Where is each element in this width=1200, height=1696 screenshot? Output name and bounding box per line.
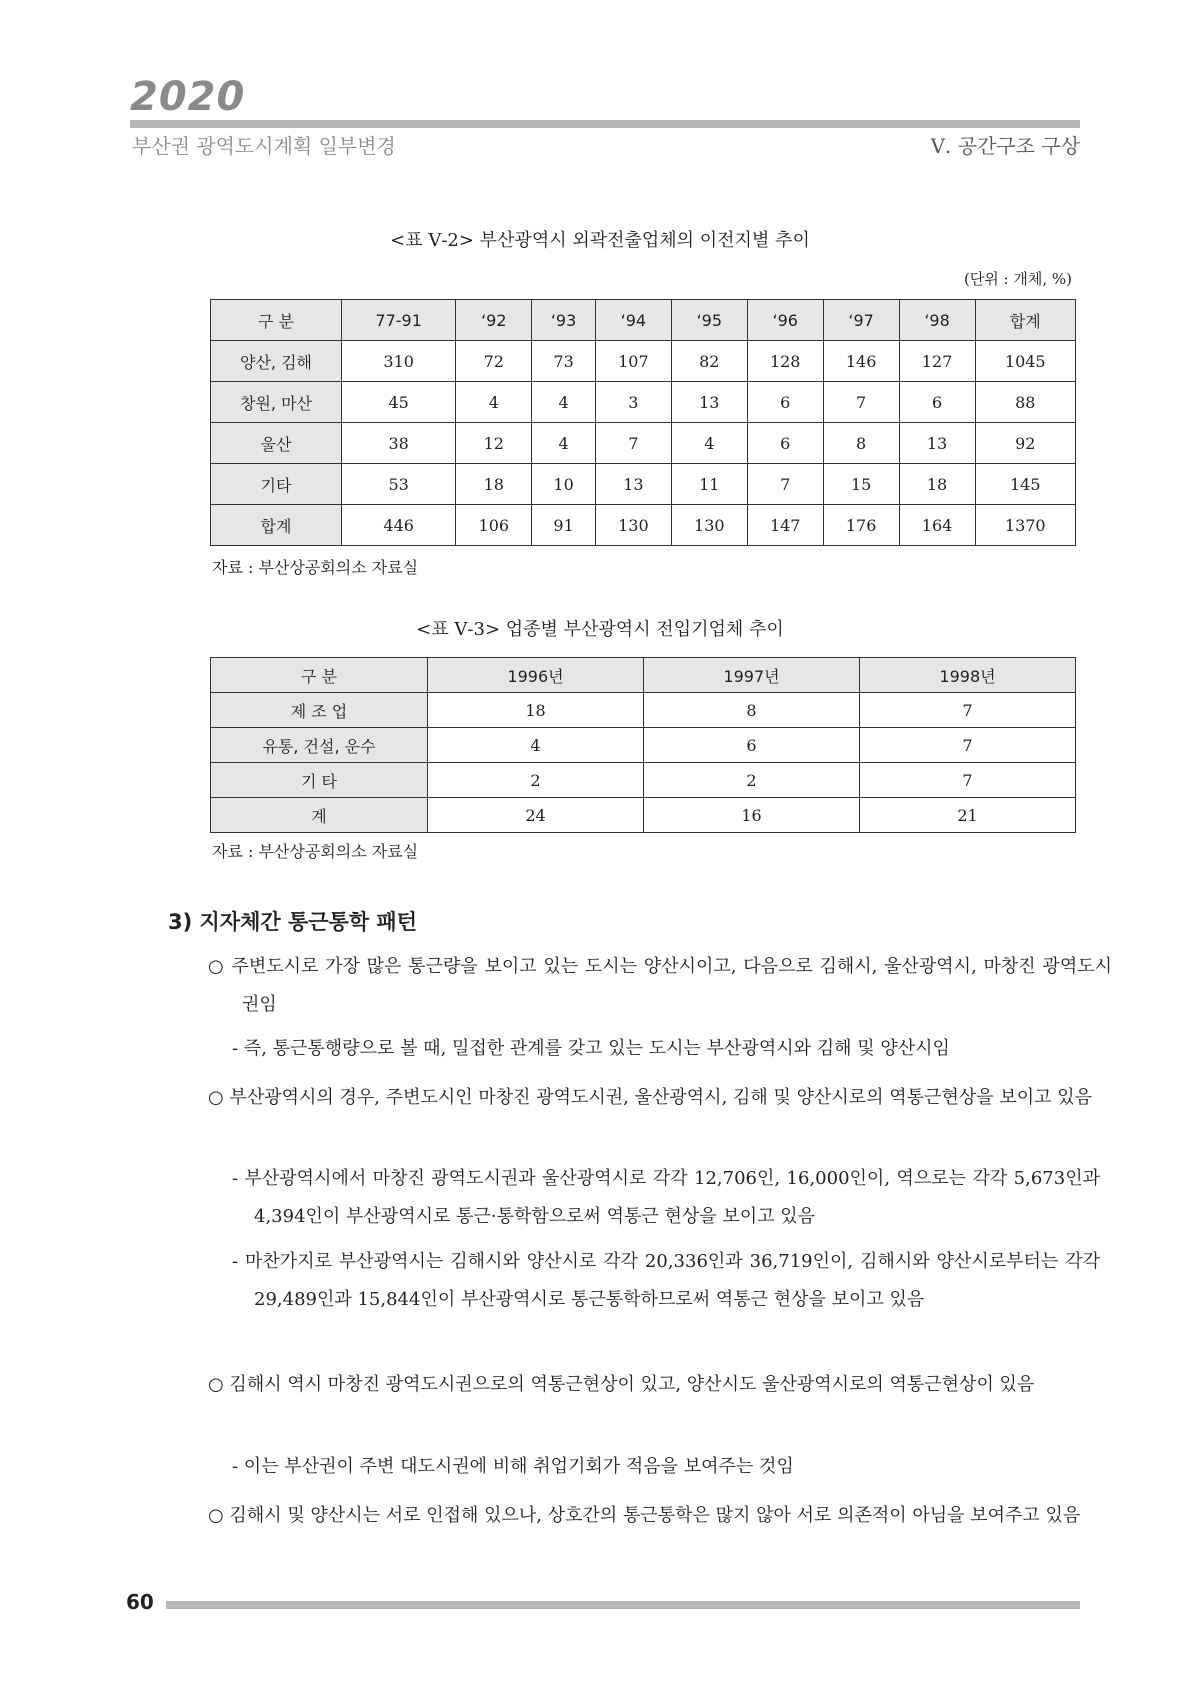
table-cell: 13	[899, 423, 975, 464]
table-cell: 176	[823, 505, 899, 546]
bullet-paragraph: ○ 부산광역시의 경우, 주변도시인 마창진 광역도시권, 울산광역시, 김해 및 양산시로의 역통근현상을 보이고 있음	[208, 1087, 1092, 1108]
table-header-cell: ‘93	[532, 300, 596, 341]
table-cell: 18	[428, 693, 644, 728]
bullet-paragraph: ○ 김해시 및 양산시는 서로 인접해 있으나, 상호간의 통근통학은 많지 않아 서로 의존적이 아님을 보여주고 있음	[208, 1505, 1081, 1526]
table-row	[211, 464, 1076, 505]
row-label: 창원, 마산	[211, 382, 342, 423]
table-header-cell: ‘94	[595, 300, 671, 341]
table-cell: 15	[823, 464, 899, 505]
table-header-row	[211, 658, 1076, 693]
header-year: 2020	[130, 74, 246, 120]
table-header-cell: 1996년	[428, 658, 644, 693]
row-label: 기타	[211, 464, 342, 505]
table-cell: 130	[595, 505, 671, 546]
row-label: 제 조 업	[211, 693, 428, 728]
section-heading: 3) 지자체간 통근통학 패턴	[168, 910, 418, 934]
table1-source: 자료 : 부산상공회의소 자료실	[212, 558, 419, 577]
table-cell: 8	[644, 693, 860, 728]
dash-paragraph: - 부산광역시에서 마창진 광역도시권과 울산광역시로 각각 12,706인, 16,000인이, 역으로는 각각 5,673인과 4,394인이 부산광역시로 통근·통학함으로써 역통근 현상을 보이고 있음	[232, 1168, 1100, 1227]
table2-caption: <표 Ⅴ-3> 업종별 부산광역시 전입기업체 추이	[416, 619, 784, 640]
bullet-paragraph: ○ 주변도시로 가장 많은 통근량을 보이고 있는 도시는 양산시이고, 다음으로 김해시, 울산광역시, 마창진 광역도시권임	[208, 956, 1112, 1015]
table-cell: 7	[595, 423, 671, 464]
table-cell: 13	[671, 382, 747, 423]
table-cell: 146	[823, 341, 899, 382]
table-cell: 18	[899, 464, 975, 505]
dash-paragraph: - 마찬가지로 부산광역시는 김해시와 양산시로 각각 20,336인과 36,719인이, 김해시와 양산시로부터는 각각 29,489인과 15,844인이 부산광역시로 통근통학하므로써 역통근 현상을 보이고 있음	[232, 1251, 1100, 1310]
row-label: 양산, 김해	[211, 341, 342, 382]
table-cell: 6	[747, 382, 823, 423]
table-cell: 4	[456, 382, 532, 423]
table-row	[211, 693, 1076, 728]
table-cell: 2	[428, 763, 644, 798]
table-row	[211, 728, 1076, 763]
relocation-table	[210, 299, 1076, 546]
header-rule	[130, 120, 1080, 128]
table-cell: 7	[860, 763, 1076, 798]
table-cell: 107	[595, 341, 671, 382]
table-cell: 73	[532, 341, 596, 382]
table-cell: 13	[595, 464, 671, 505]
dash-paragraph: - 이는 부산권이 주변 대도시권에 비해 취업기회가 적음을 보여주는 것임	[232, 1456, 794, 1477]
table-cell: 7	[823, 382, 899, 423]
table-cell: 82	[671, 341, 747, 382]
table1-caption: <표 Ⅴ-2> 부산광역시 외곽전출업체의 이전지별 추이	[390, 230, 810, 251]
table-cell: 7	[860, 693, 1076, 728]
table-cell: 1045	[975, 341, 1075, 382]
footer-rule	[166, 1601, 1080, 1609]
table-header-cell: 구 분	[211, 658, 428, 693]
table-cell: 21	[860, 798, 1076, 833]
table-header-cell: 구 분	[211, 300, 342, 341]
table-cell: 92	[975, 423, 1075, 464]
table1-unit: (단위 : 개체, %)	[963, 270, 1072, 288]
row-label: 기 타	[211, 763, 428, 798]
table-cell: 10	[532, 464, 596, 505]
table2-source: 자료 : 부산상공회의소 자료실	[212, 842, 419, 861]
table-cell: 128	[747, 341, 823, 382]
table-cell: 91	[532, 505, 596, 546]
table-cell: 127	[899, 341, 975, 382]
table-cell: 6	[644, 728, 860, 763]
table-row	[211, 505, 1076, 546]
row-label: 합계	[211, 505, 342, 546]
table-row	[211, 341, 1076, 382]
table-cell: 7	[747, 464, 823, 505]
table-cell: 3	[595, 382, 671, 423]
table-cell: 18	[456, 464, 532, 505]
table-cell: 88	[975, 382, 1075, 423]
table-cell: 24	[428, 798, 644, 833]
table-row	[211, 382, 1076, 423]
table-cell: 147	[747, 505, 823, 546]
table-cell: 4	[671, 423, 747, 464]
table-cell: 4	[532, 423, 596, 464]
page-number: 60	[126, 1590, 154, 1614]
table-cell: 7	[860, 728, 1076, 763]
table-cell: 446	[342, 505, 456, 546]
bullet-paragraph: ○ 김해시 역시 마창진 광역도시권으로의 역통근현상이 있고, 양산시도 울산광역시로의 역통근현상이 있음	[208, 1374, 1035, 1395]
table-cell: 145	[975, 464, 1075, 505]
table-header-cell: 77-91	[342, 300, 456, 341]
table-row	[211, 798, 1076, 833]
table-cell: 164	[899, 505, 975, 546]
table-cell: 38	[342, 423, 456, 464]
table-header-row	[211, 300, 1076, 341]
table-header-cell: ‘96	[747, 300, 823, 341]
table-cell: 12	[456, 423, 532, 464]
table-cell: 16	[644, 798, 860, 833]
section-title: Ⅴ. 공간구조 구상	[930, 134, 1080, 158]
dash-paragraph: - 즉, 통근통행량으로 볼 때, 밀접한 관계를 갖고 있는 도시는 부산광역시와 김해 및 양산시임	[232, 1038, 950, 1059]
table-header-cell: ‘97	[823, 300, 899, 341]
table-cell: 4	[532, 382, 596, 423]
industry-table	[210, 657, 1076, 833]
table-cell: 6	[899, 382, 975, 423]
table-header-cell: ‘98	[899, 300, 975, 341]
table-row	[211, 763, 1076, 798]
table-cell: 1370	[975, 505, 1075, 546]
table-cell: 11	[671, 464, 747, 505]
table-cell: 8	[823, 423, 899, 464]
table-cell: 130	[671, 505, 747, 546]
table-cell: 53	[342, 464, 456, 505]
table-cell: 45	[342, 382, 456, 423]
table-cell: 4	[428, 728, 644, 763]
table-row	[211, 423, 1076, 464]
table-cell: 2	[644, 763, 860, 798]
row-label: 유통, 건설, 운수	[211, 728, 428, 763]
table-header-cell: 1997년	[644, 658, 860, 693]
row-label: 울산	[211, 423, 342, 464]
table-cell: 6	[747, 423, 823, 464]
table-header-cell: 1998년	[860, 658, 1076, 693]
table-cell: 310	[342, 341, 456, 382]
table-cell: 72	[456, 341, 532, 382]
table-header-cell: 합계	[975, 300, 1075, 341]
table-cell: 106	[456, 505, 532, 546]
table-header-cell: ‘92	[456, 300, 532, 341]
row-label: 계	[211, 798, 428, 833]
document-title: 부산권 광역도시계획 일부변경	[132, 134, 396, 158]
table-header-cell: ‘95	[671, 300, 747, 341]
